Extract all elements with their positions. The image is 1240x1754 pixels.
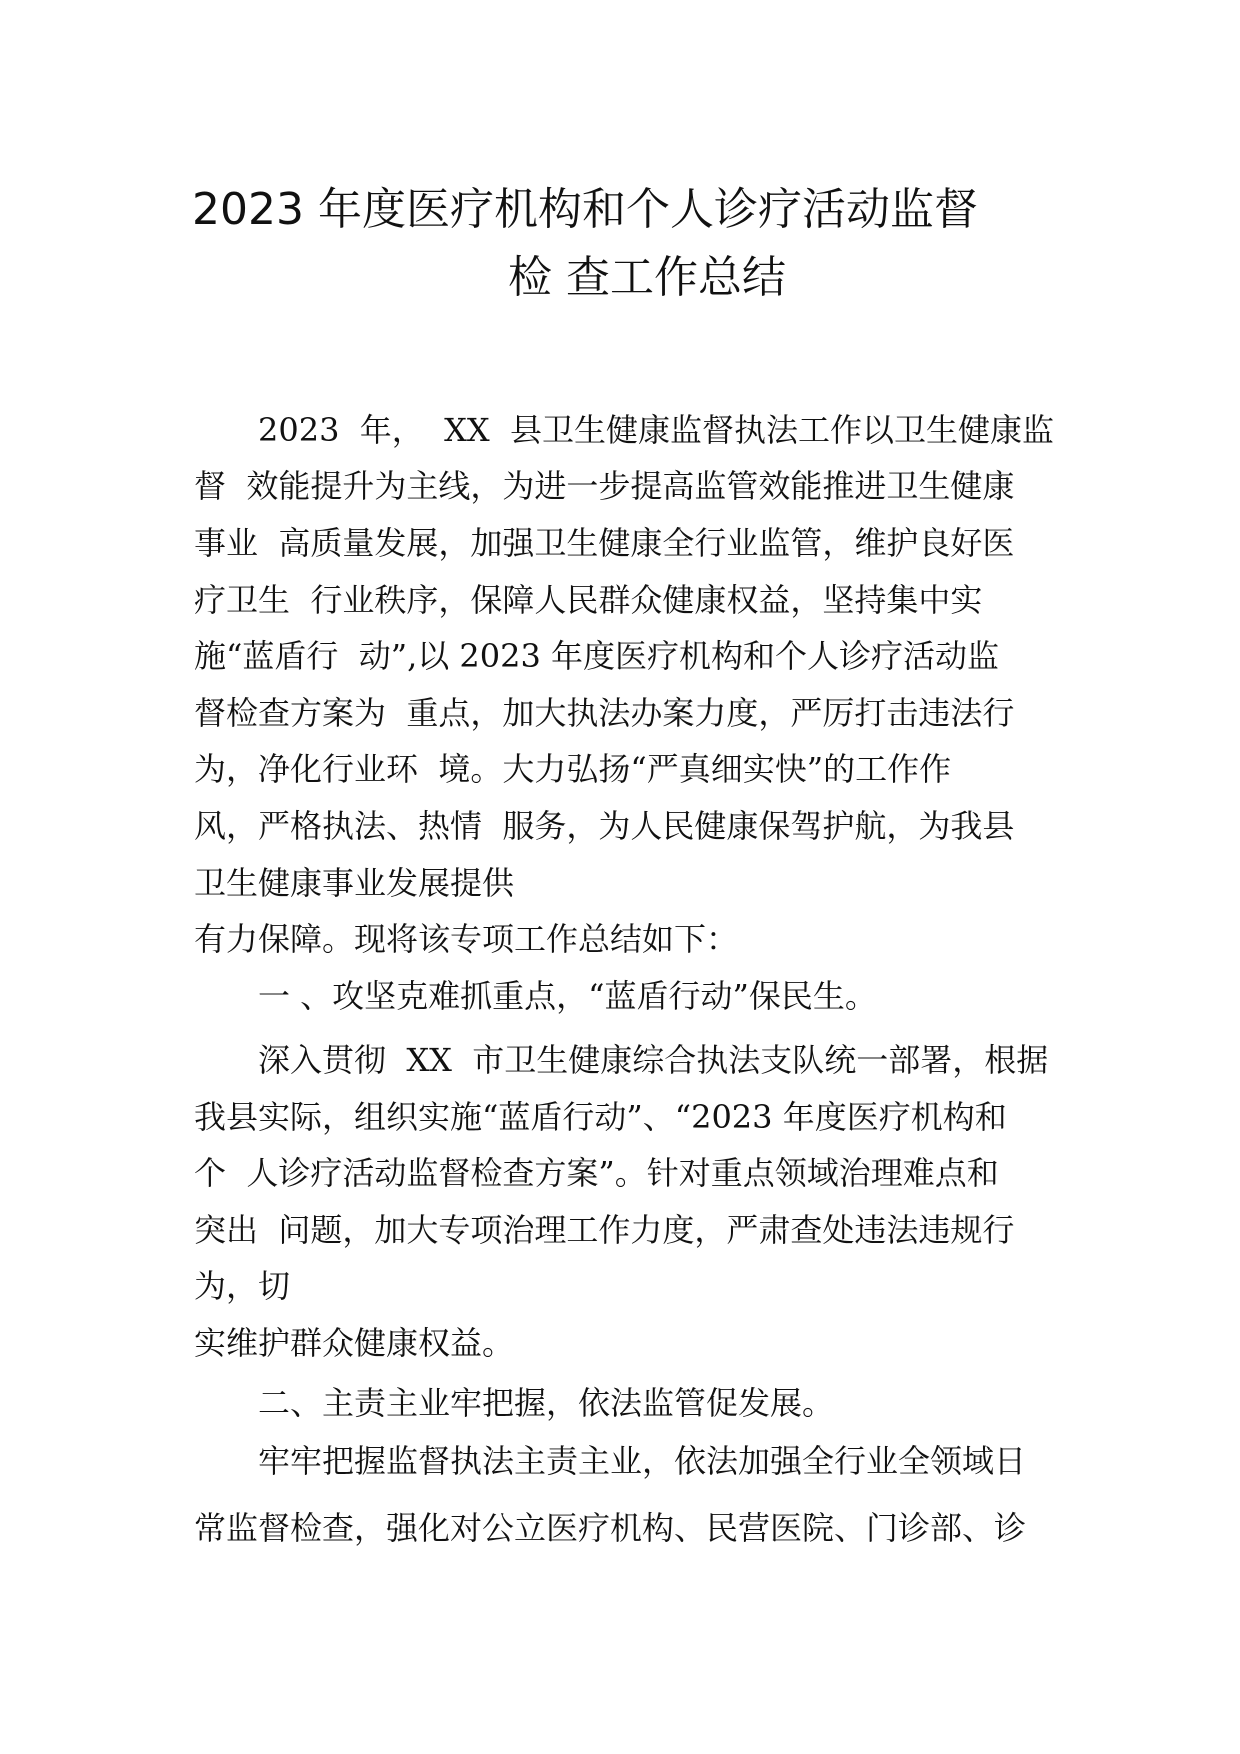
- paragraph-line: 我县实际，组织实施“蓝盾行动”、“2023 年度医疗机构和: [194, 1098, 1007, 1136]
- paragraph-line: 突出 问题，加大专项治理工作力度，严肃查处违法违规行: [194, 1211, 1015, 1249]
- paragraph-line: 深入贯彻 XX 市卫生健康综合执法支队统一部署，根据: [258, 1041, 1049, 1079]
- paragraph-line: 实维护群众健康权益。: [194, 1324, 515, 1362]
- paragraph-line: 为，净化行业环 境。大力弘扬“严真细实快”的工作作: [194, 750, 952, 788]
- paragraph-line: 牢牢把握监督执法主责主业，依法加强全行业全领域日: [258, 1442, 1027, 1480]
- document-title-line-2: 检 查工作总结: [508, 252, 786, 303]
- paragraph-line: 常监督检查，强化对公立医疗机构、民营医院、门诊部、诊: [194, 1509, 1027, 1547]
- paragraph-line: 事业 高质量发展，加强卫生健康全行业监管，维护良好医: [194, 524, 1015, 562]
- paragraph-line: 为，切: [194, 1267, 291, 1305]
- paragraph-line: 2023 年， XX 县卫生健康监督执法工作以卫生健康监: [258, 411, 1055, 449]
- section-heading-2: 二、主责主业牢把握，依法监管促发展。: [258, 1384, 835, 1422]
- section-heading-1: 一 、攻坚克难抓重点，“蓝盾行动”保民生。: [258, 977, 877, 1015]
- paragraph-line: 有力保障。现将该专项工作总结如下：: [194, 920, 739, 958]
- paragraph-line: 个 人诊疗活动监督检查方案”。针对重点领域治理难点和: [194, 1154, 999, 1192]
- paragraph-line: 施“蓝盾行 动”,以 2023 年度医疗机构和个人诊疗活动监: [194, 637, 1000, 675]
- paragraph-line: 风，严格执法、热情 服务，为人民健康保驾护航，为我县: [194, 807, 1015, 845]
- paragraph-line: 卫生健康事业发展提供: [194, 864, 515, 902]
- paragraph-line: 督检查方案为 重点，加大执法办案力度，严厉打击违法行: [194, 694, 1015, 732]
- paragraph-line: 疗卫生 行业秩序，保障人民群众健康权益，坚持集中实: [194, 581, 983, 619]
- document-title-line-1: 2023 年度医疗机构和个人诊疗活动监督: [192, 184, 978, 235]
- paragraph-line: 督 效能提升为主线，为进一步提高监管效能推进卫生健康: [194, 467, 1015, 505]
